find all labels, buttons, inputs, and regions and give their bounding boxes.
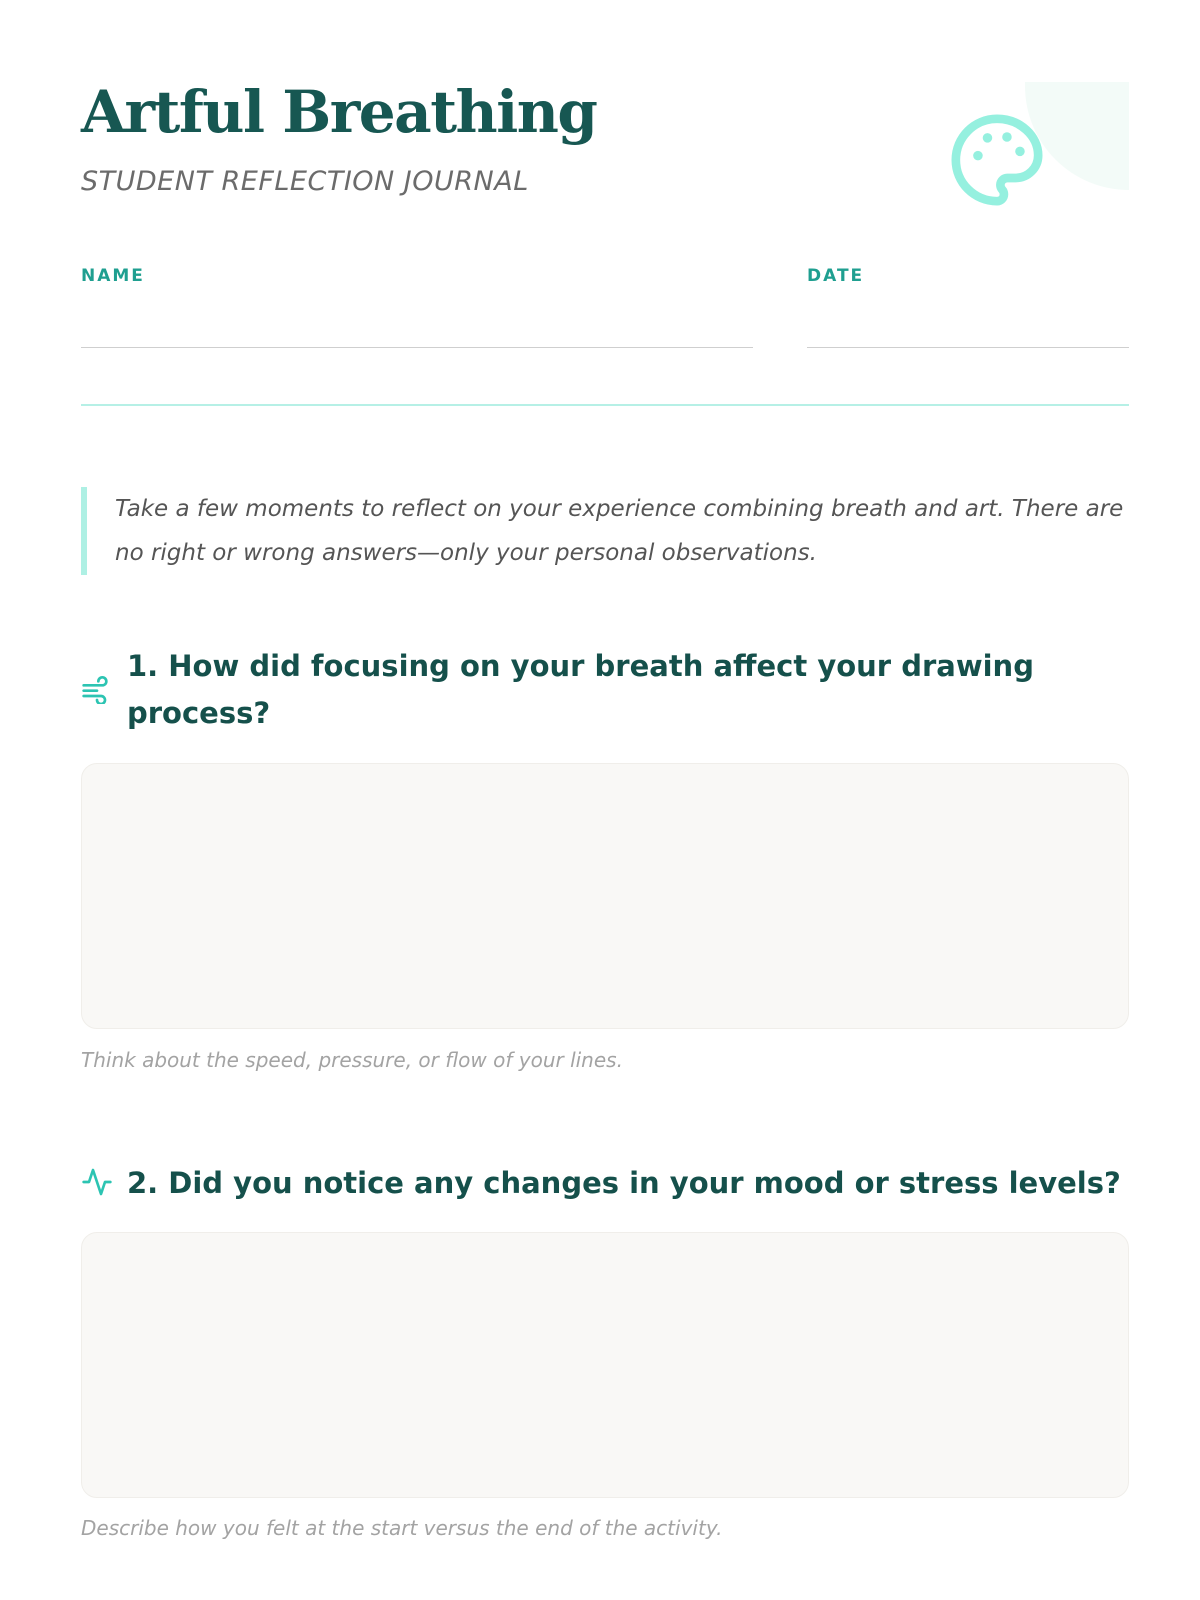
section-divider (81, 404, 1129, 406)
wind-icon (81, 672, 113, 704)
question-2-title: 2. Did you notice any changes in your mood or stress levels? (127, 1166, 1121, 1200)
name-field[interactable] (81, 347, 753, 348)
date-field[interactable] (807, 347, 1129, 348)
answer-box-1[interactable] (81, 763, 1129, 1029)
page-title: Artful Breathing (81, 78, 597, 146)
date-label: DATE (807, 266, 865, 286)
page-subtitle: STUDENT REFLECTION JOURNAL (81, 166, 529, 197)
hint-1: Think about the speed, pressure, or flow of your lines. (81, 1048, 623, 1072)
hint-2: Describe how you felt at the start versus the end of the activity. (81, 1516, 723, 1540)
activity-icon (81, 1166, 113, 1198)
question-1-title: 1. How did focusing on your breath affect your drawing process? (127, 649, 1034, 730)
answer-box-2[interactable] (81, 1232, 1129, 1498)
palette-icon (945, 108, 1049, 212)
journal-page (81, 0, 1129, 1600)
intro-text: Take a few moments to reflect on your experience combining breath and art. There are no right or wrong answers—only your personal observations. (81, 487, 1129, 575)
name-label: NAME (81, 266, 145, 286)
